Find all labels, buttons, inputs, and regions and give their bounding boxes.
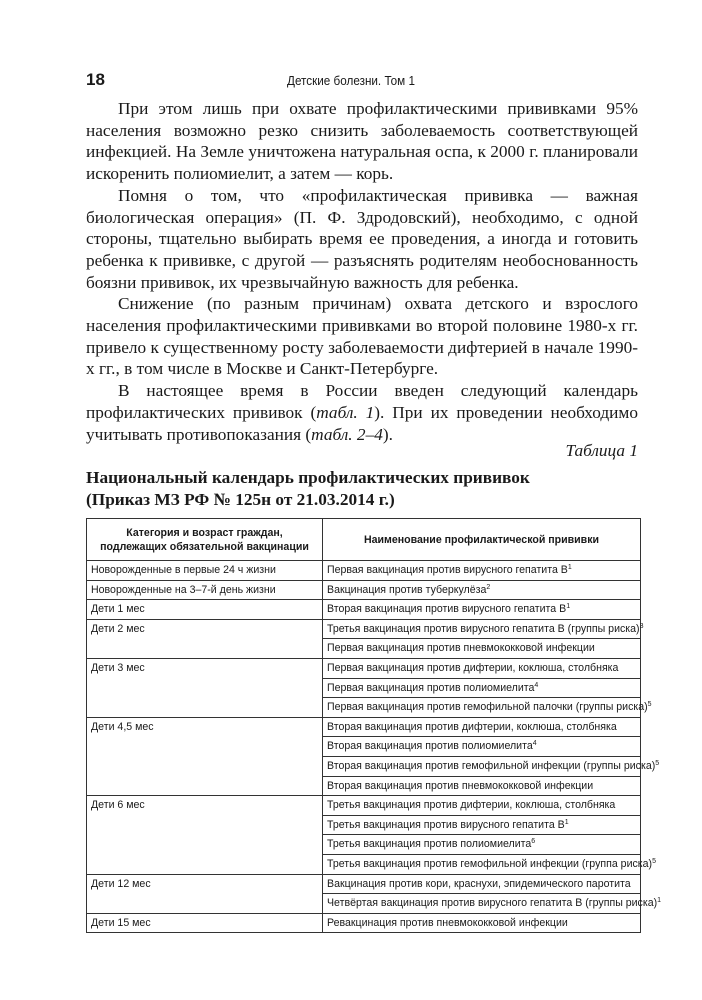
footnote-marker: 1 (564, 818, 569, 826)
table-row (87, 913, 641, 933)
table-row (87, 796, 641, 816)
vaccination-cell (323, 580, 641, 600)
paragraph: При этом лишь при охвате профилактическими прививками 95% населения возможно резко снизить заболеваемость соответствующей инфекцией. На Земле уничтожена натуральная оспа, к 2000 г. планировали искоренить полиомиелит, а затем — корь. (86, 99, 638, 184)
vaccination-name: Вторая вакцинация против пневмококковой инфекции (327, 779, 594, 792)
table-label: Таблица 1 (565, 441, 638, 460)
vaccination-cell (323, 796, 641, 816)
table-body (87, 561, 662, 933)
table-row (87, 619, 641, 639)
table-row (87, 561, 641, 581)
table-row (87, 658, 641, 678)
vaccination-name: Первая вакцинация против пневмококковой инфекции (327, 642, 595, 655)
age-category-cell: Новорожденные в первые 24 ч жизни (87, 561, 323, 581)
vaccination-cell (323, 561, 641, 581)
footnote-marker: 5 (655, 759, 660, 767)
table-reference: табл. 1 (316, 402, 375, 422)
table-row (87, 717, 641, 737)
vaccination-name: Первая вакцинация против полиомиелита (327, 681, 535, 694)
header-category (87, 519, 323, 561)
vaccination-name: Вторая вакцинация против вирусного гепатита В (327, 603, 567, 616)
header-text: Категория и возраст граждан, (126, 526, 283, 539)
footnote-marker: 1 (566, 603, 571, 611)
table-title-line: (Приказ МЗ РФ № 125н от 21.03.2014 г.) (86, 490, 395, 509)
vaccination-calendar-table (86, 518, 662, 933)
header-text: подлежащих обязательной вакцинации (100, 540, 309, 553)
vaccination-name: Вторая вакцинация против полиомиелита (327, 740, 533, 753)
table-row (87, 874, 641, 894)
vaccination-cell (323, 600, 641, 620)
vaccination-name: Вторая вакцинация против дифтерии, коклюша, столбняка (327, 720, 617, 733)
body-text (86, 98, 638, 445)
footnote-marker: 5 (652, 857, 656, 865)
footnote-marker: 4 (532, 740, 537, 748)
page-number: 18 (86, 70, 105, 89)
footnote-marker: 5 (647, 701, 652, 709)
vaccination-name: Вакцинация против туберкулёза (327, 583, 487, 596)
vaccination-name: Третья вакцинация против гемофильной инфекции (группа риска) (327, 857, 653, 870)
running-title: Детские болезни. Том 1 (287, 73, 415, 88)
vaccination-cell (323, 815, 641, 835)
vaccination-name: Первая вакцинация против дифтерии, коклюша, столбняка (327, 661, 619, 674)
age-category-cell: Дети 3 мес (87, 658, 323, 717)
paragraph-text: ). При их проведении необходимо учитывать противопоказания ( (86, 402, 638, 444)
vaccination-cell (323, 717, 641, 737)
vaccination-cell (323, 639, 641, 659)
age-category-cell: Дети 4,5 мес (87, 717, 323, 795)
table-reference: табл. 2–4 (311, 424, 383, 444)
age-category-cell: Дети 2 мес (87, 619, 323, 658)
paragraph-text: В настоящее время в России введен следующий календарь профилактических прививок ( (86, 381, 638, 422)
age-category-cell: Дети 1 мес (87, 600, 323, 620)
age-category-cell: Дети 6 мес (87, 796, 323, 874)
paragraph: Снижение (по разным причинам) охвата детского и взрослого населения профилактическими прививками во второй половине 1980-х гг. привело к существенному росту заболеваемости дифтерией в начале 1990-х гг., в том числе в Москве и Санкт-Петербурге. (86, 294, 638, 379)
vaccination-name: Третья вакцинация против вирусного гепатита В (группы риска) (327, 622, 640, 635)
age-category-cell: Новорожденные на 3–7-й день жизни (87, 580, 323, 600)
footnote-marker: 1 (567, 564, 572, 571)
vaccination-cell (323, 737, 641, 757)
vaccination-name: Третья вакцинация против вирусного гепатита В (327, 818, 565, 831)
vaccination-name: Ревакцинация против пневмококковой инфекции (327, 916, 568, 929)
header-vaccination: Наименование профилактической прививки (323, 519, 641, 561)
paragraph-text: ). (382, 424, 393, 444)
footnote-marker: 4 (534, 681, 539, 689)
footnote-marker: 3 (639, 622, 644, 630)
paragraph: Помня о том, что «профилактическая прививка — важная биологическая операция» (П. Ф. Здродовский), необходимо, с одной стороны, тщательно выбирать время ее проведения, а иногда и готовить ребенка к прививке, с другой — разъяснять родителям необоснованность боязни прививок, их чрезвычайную важность для ребенка. (86, 185, 638, 292)
footnote-marker: 1 (657, 897, 662, 905)
footnote-marker: 6 (531, 838, 536, 846)
vaccination-cell (323, 658, 641, 678)
table-row (87, 580, 641, 600)
age-category-cell: Дети 12 мес (87, 874, 323, 913)
vaccination-cell (323, 913, 641, 933)
vaccination-cell (323, 619, 644, 639)
vaccination-cell (323, 776, 641, 796)
vaccination-cell (323, 854, 656, 874)
table-title-line: Национальный календарь профилактических прививок (86, 468, 530, 487)
table-title (86, 467, 646, 511)
vaccination-cell (323, 874, 641, 894)
vaccination-cell (323, 835, 641, 855)
vaccination-name: Вторая вакцинация против гемофильной инфекции (группы риска) (327, 759, 656, 772)
table-header-row (87, 519, 641, 561)
vaccination-name: Третья вакцинация против дифтерии, коклюша, столбняка (327, 799, 616, 812)
vaccination-cell (323, 678, 641, 698)
vaccination-cell (323, 698, 652, 718)
vaccination-cell (323, 894, 662, 914)
vaccination-name: Вакцинация против кори, краснухи, эпидемического паротита (327, 877, 631, 890)
table-row (87, 600, 641, 620)
footnote-marker: 2 (486, 583, 491, 591)
vaccination-name: Первая вакцинация против вирусного гепатита В (327, 564, 568, 576)
vaccination-name: Третья вакцинация против полиомиелита (327, 838, 532, 851)
paragraph (86, 380, 638, 445)
age-category-cell: Дети 15 мес (87, 913, 323, 933)
vaccination-name: Первая вакцинация против гемофильной палочки (группы риска) (327, 701, 648, 714)
vaccination-name: Четвёртая вакцинация против вирусного гепатита В (группы риска) (327, 897, 658, 910)
vaccination-cell (323, 756, 660, 776)
